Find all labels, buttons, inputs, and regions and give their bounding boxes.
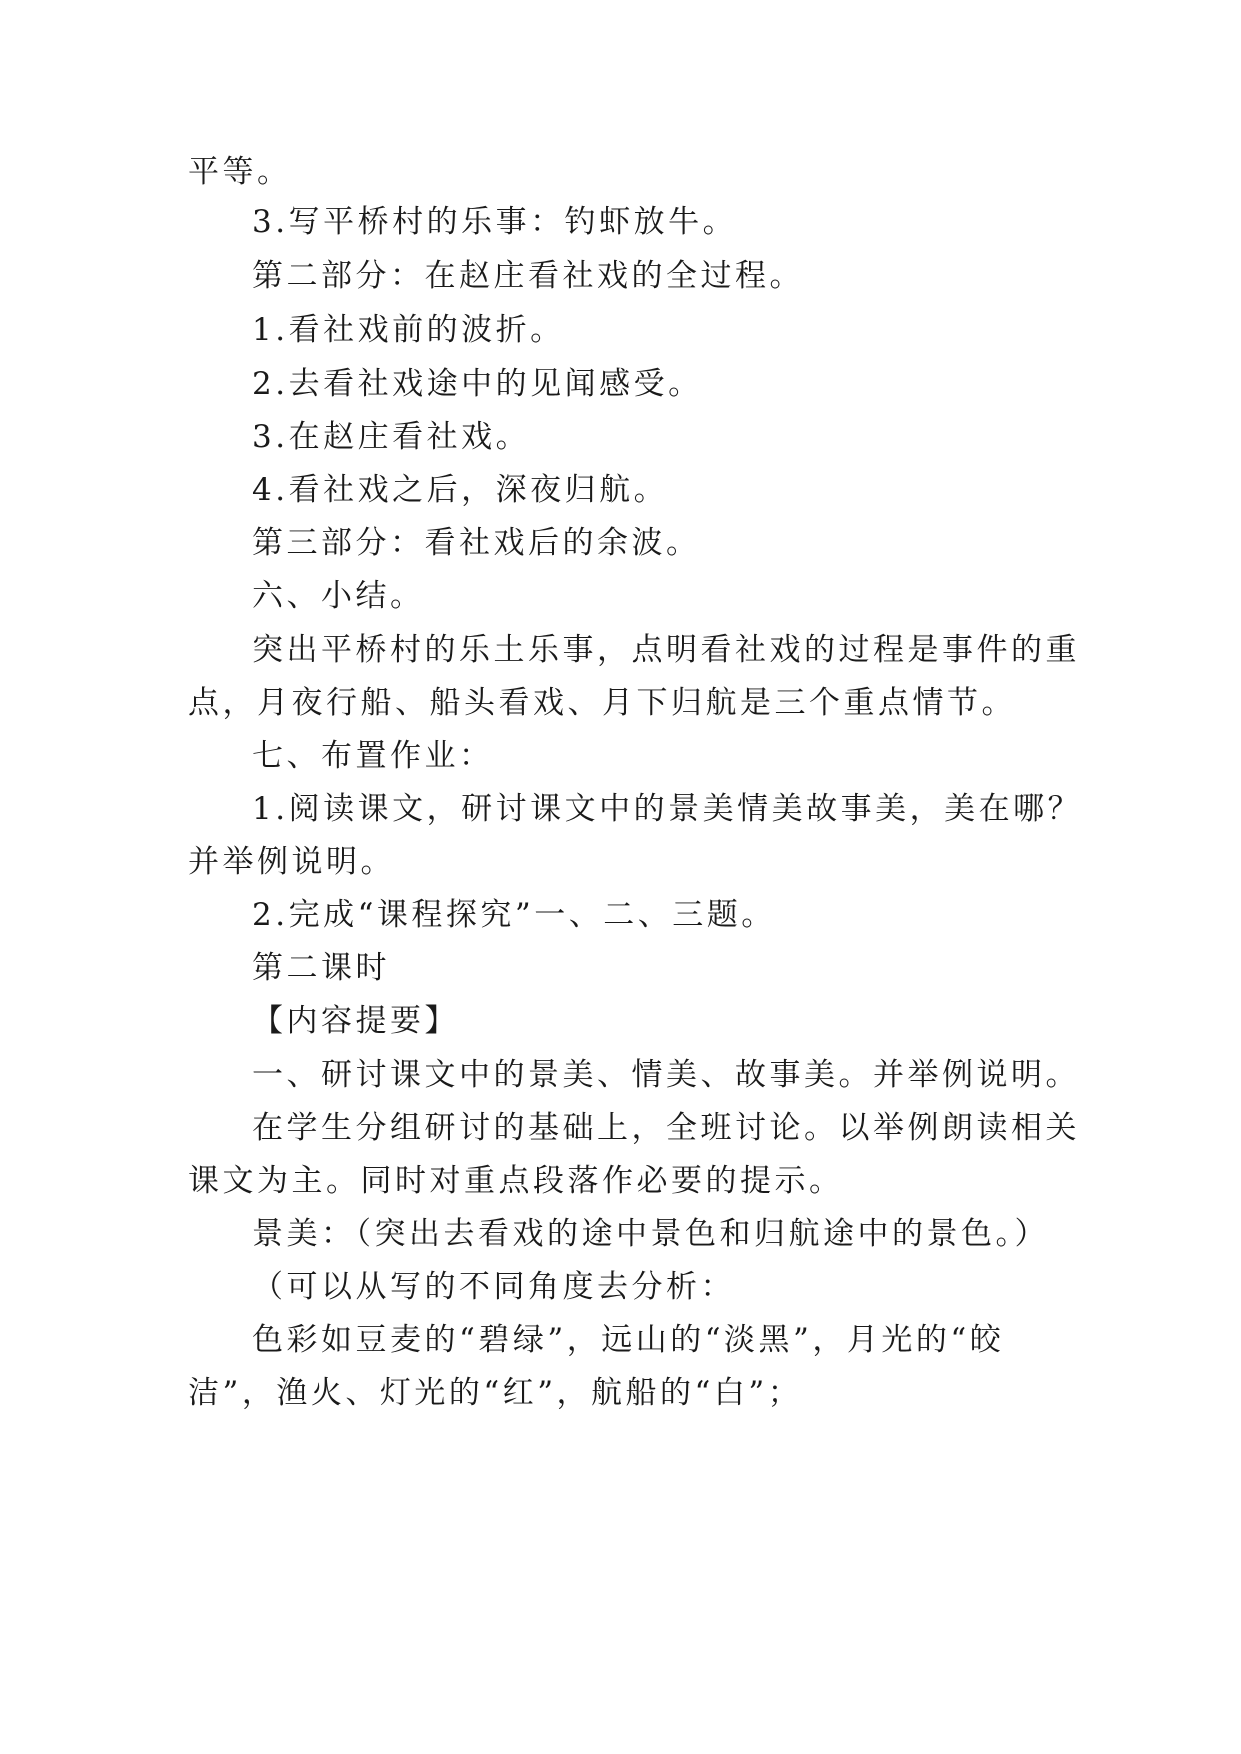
section-heading: 第二课时 [252,950,390,986]
list-item: 4.看社戏之后，深夜归航。 [252,472,669,508]
text-line: （可以从写的不同角度去分析： [252,1269,735,1305]
text-line: 色彩如豆麦的“碧绿”，远山的“淡黑”，月光的“皎 [252,1322,1005,1358]
section-heading: 第二部分：在赵庄看社戏的全过程。 [252,258,804,294]
section-heading: 七、布置作业： [252,738,494,774]
text-line: 在学生分组研讨的基础上，全班讨论。以举例朗读相关 [252,1110,1080,1146]
list-item: 2.完成“课程探究”一、二、三题。 [252,897,776,933]
text-line: 并举例说明。 [188,844,395,880]
list-item: 2.去看社戏途中的见闻感受。 [252,366,703,402]
text-line: 平等。 [188,154,292,190]
section-heading: 第三部分：看社戏后的余波。 [252,525,701,561]
text-line: 洁”，渔火、灯光的“红”，航船的“白”； [188,1375,803,1411]
text-line: 突出平桥村的乐土乐事，点明看社戏的过程是事件的重 [252,632,1080,668]
section-heading: 一、研讨课文中的景美、情美、故事美。并举例说明。 [252,1057,1080,1093]
list-item: 1.阅读课文，研讨课文中的景美情美故事美，美在哪？ [252,791,1083,827]
text-line: 课文为主。同时对重点段落作必要的提示。 [188,1163,844,1199]
list-item: 1.看社戏前的波折。 [252,312,565,348]
list-item: 3.在赵庄看社戏。 [252,419,531,455]
section-heading: 六、小结。 [252,578,425,614]
text-line: 景美：（突出去看戏的途中景色和归航途中的景色。） [252,1216,1049,1252]
section-heading: 【内容提要】 [252,1003,459,1039]
text-line: 点，月夜行船、船头看戏、月下归航是三个重点情节。 [188,685,1016,721]
text-line: 3.写平桥村的乐事：钓虾放牛。 [252,204,738,240]
